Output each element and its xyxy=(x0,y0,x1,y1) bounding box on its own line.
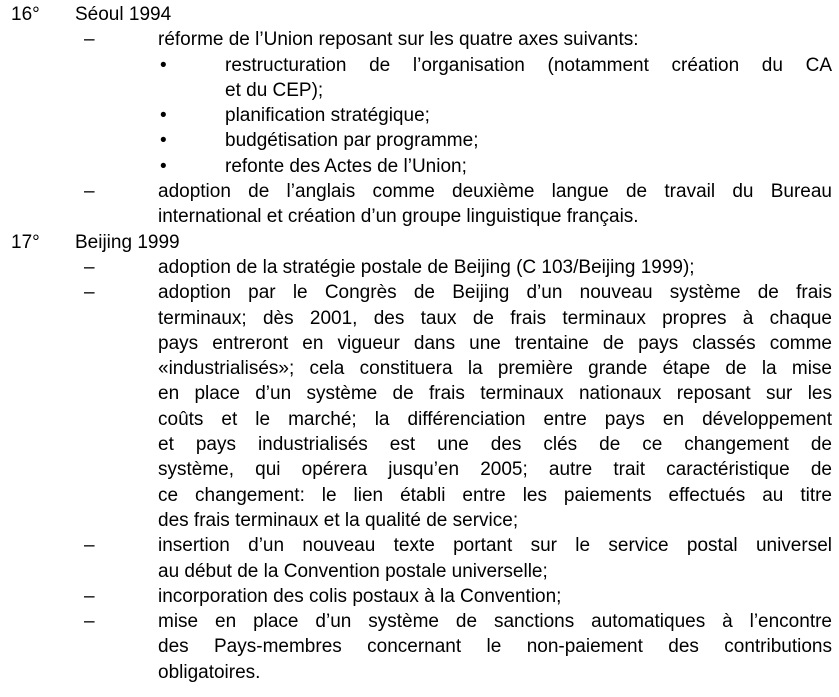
section-title: Beijing 1999 xyxy=(75,231,180,253)
list-item-text xyxy=(158,533,832,584)
list-item-text xyxy=(225,103,832,128)
list-item-line: coûts et le marché; la différenciation entre pays en développement xyxy=(158,408,832,430)
section-number: 17° xyxy=(11,231,40,253)
list-item-text xyxy=(158,609,832,685)
list-item xyxy=(0,255,839,280)
list-item xyxy=(0,280,839,533)
dash-marker: – xyxy=(84,611,95,633)
list-item-line: adoption de l’anglais comme deuxième langue de travail du Bureau xyxy=(158,181,832,203)
list-item-text xyxy=(225,53,832,104)
list-item-text xyxy=(158,255,832,280)
list-item xyxy=(0,154,839,179)
list-item-line: planification stratégique; xyxy=(225,105,430,127)
list-item xyxy=(0,128,839,153)
list-item-line: des frais terminaux et la qualité de service; xyxy=(158,509,519,531)
bullet-marker: • xyxy=(160,130,167,152)
section-heading xyxy=(0,230,839,255)
list-item-text xyxy=(225,154,832,179)
list-item-line: en place d’un système de frais terminaux nationaux reposant sur les xyxy=(158,383,832,405)
dash-marker: – xyxy=(84,181,95,203)
list-item xyxy=(0,609,839,685)
list-item xyxy=(0,103,839,128)
dash-marker: – xyxy=(84,282,95,304)
list-item-line: «industrialisés»; cela constituera la première grande étape de la mise xyxy=(158,358,832,380)
list-item-line: obligatoires. xyxy=(158,661,261,683)
dash-marker: – xyxy=(84,256,95,278)
list-item-line: adoption par le Congrès de Beijing d’un nouveau système de frais xyxy=(158,282,832,304)
bullet-marker: • xyxy=(160,54,167,76)
list-item-text xyxy=(158,280,832,533)
list-item-line: restructuration de l’organisation (notamment création du CA xyxy=(225,54,832,76)
list-item-text xyxy=(158,584,832,609)
dash-marker: – xyxy=(84,535,95,557)
section-heading xyxy=(0,2,839,27)
list-item-line: et pays industrialisés est une des clés de ce changement de xyxy=(158,434,832,456)
list-item-line: pays entreront en vigueur dans une trentaine de pays classés comme xyxy=(158,332,832,354)
dash-marker: – xyxy=(84,29,95,51)
list-item-line: ce changement: le lien établi entre les paiements effectués au titre xyxy=(158,484,832,506)
list-item-line: et du CEP); xyxy=(225,79,324,101)
list-item-line: système, qui opérera jusqu’en 2005; autre trait caractéristique de xyxy=(158,459,832,481)
list-item-line: international et création d’un groupe linguistique français. xyxy=(158,206,639,228)
list-item xyxy=(0,584,839,609)
list-item-line: des Pays-membres concernant le non-paiement des contributions xyxy=(158,636,832,658)
list-item xyxy=(0,53,839,104)
list-item xyxy=(0,533,839,584)
list-item xyxy=(0,179,839,230)
dash-marker: – xyxy=(84,585,95,607)
section-number: 16° xyxy=(11,4,40,25)
list-item-line: réforme de l’Union reposant sur les quatre axes suivants: xyxy=(158,29,639,51)
list-item-line: refonte des Actes de l’Union; xyxy=(225,155,467,177)
list-item-text xyxy=(158,179,832,230)
list-item-text xyxy=(158,27,832,52)
bullet-marker: • xyxy=(160,105,167,127)
bullet-marker: • xyxy=(160,155,167,177)
list-item-line: budgétisation par programme; xyxy=(225,130,479,152)
section-title: Séoul 1994 xyxy=(75,4,172,25)
list-item xyxy=(0,27,839,52)
list-item-line: mise en place d’un système de sanctions automatiques à l’encontre xyxy=(158,611,832,633)
list-item-line: incorporation des colis postaux à la Convention; xyxy=(158,585,562,607)
list-item-line: au début de la Convention postale universelle; xyxy=(158,560,548,582)
list-item-line: terminaux; dès 2001, des taux de frais terminaux propres à chaque xyxy=(158,307,832,329)
list-item-line: insertion d’un nouveau texte portant sur le service postal universel xyxy=(158,535,832,557)
list-item-line: adoption de la stratégie postale de Beijing (C 103/Beijing 1999); xyxy=(158,256,695,278)
list-item-text xyxy=(225,128,832,153)
